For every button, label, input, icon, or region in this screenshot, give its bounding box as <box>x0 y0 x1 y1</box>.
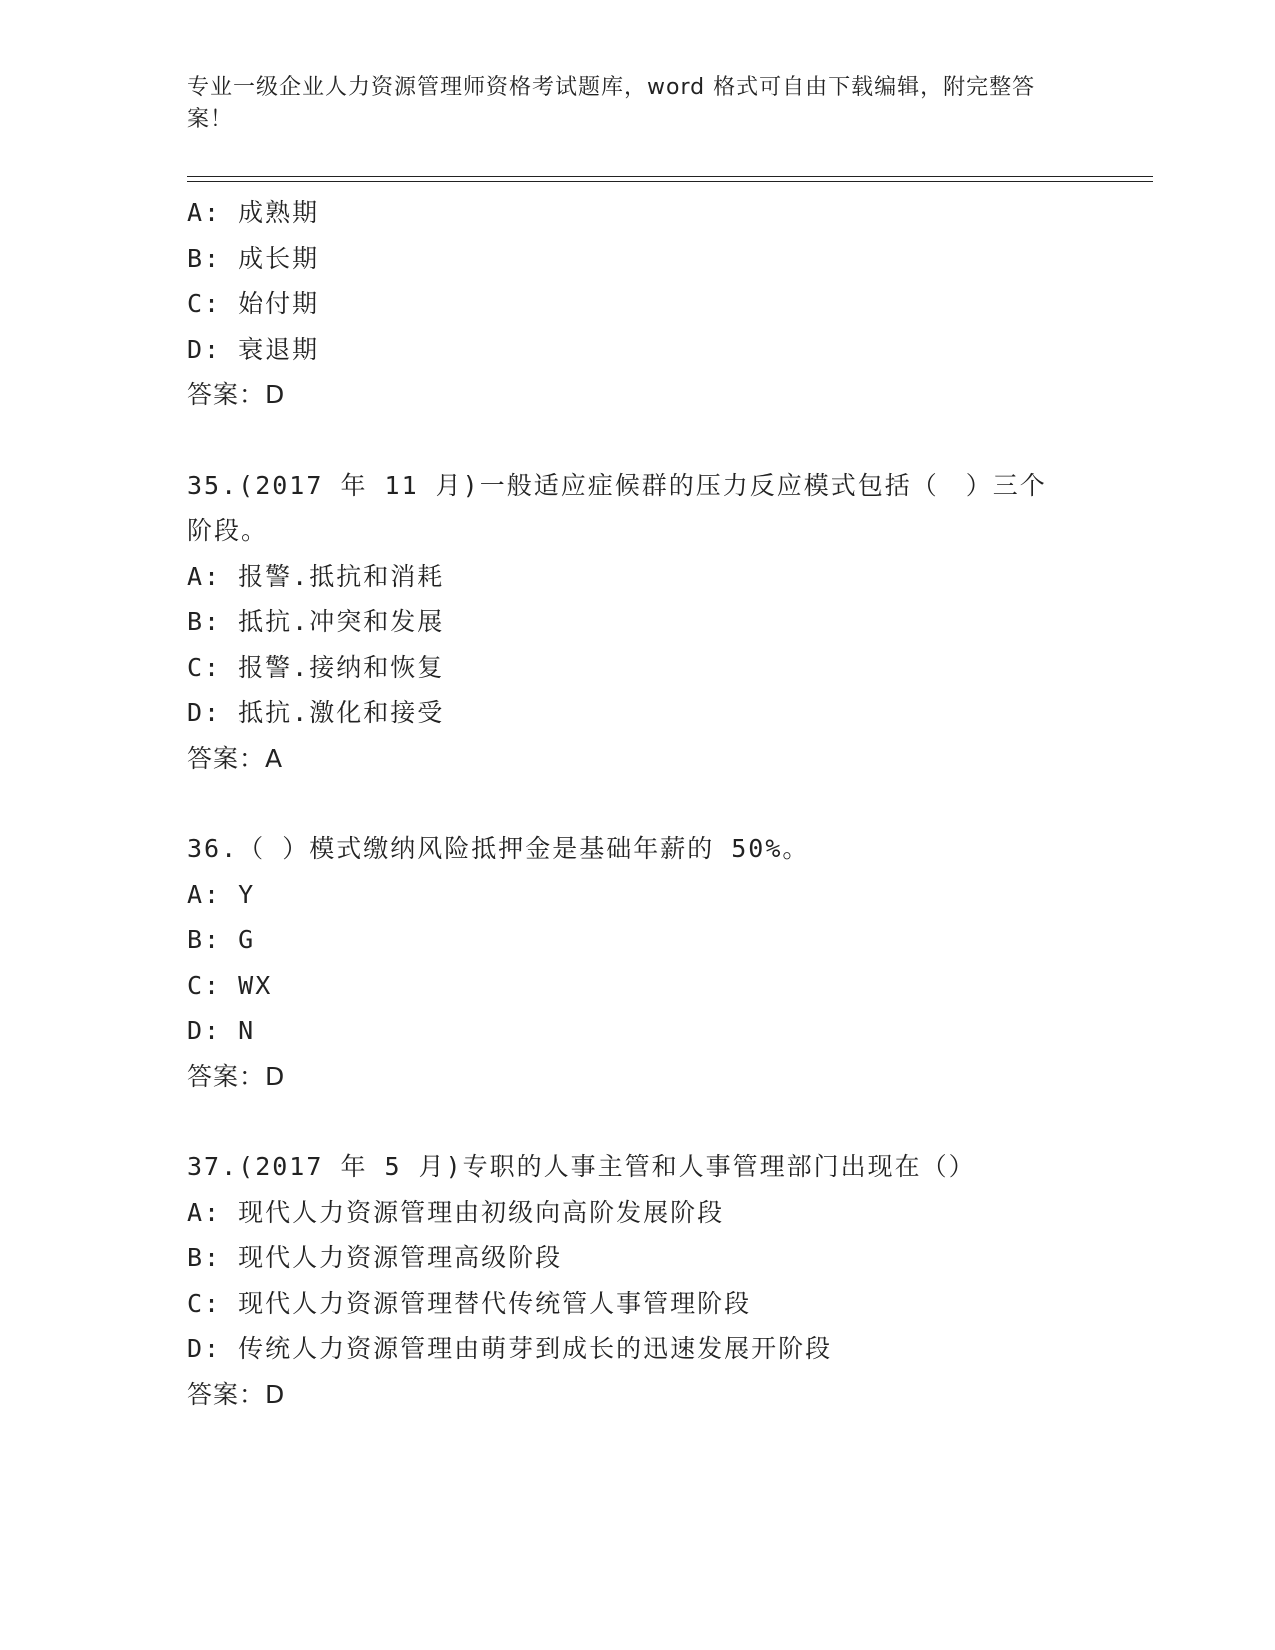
option-a: A: 成熟期 <box>187 198 320 227</box>
option-c: C: 报警.接纳和恢复 <box>187 652 445 682</box>
question-block <box>187 1144 1087 1417</box>
answer-line: 答案：D <box>187 1379 286 1409</box>
question-block <box>187 463 1087 782</box>
option-b: B: 现代人力资源管理高级阶段 <box>187 1243 563 1272</box>
header-divider-top <box>187 176 1153 177</box>
answer-line: 答案：A <box>187 743 284 773</box>
option-d: D: 衰退期 <box>187 334 320 364</box>
question-block <box>187 826 1087 1099</box>
option-a: A: Y <box>187 879 256 909</box>
option-c: C: 始付期 <box>187 289 320 318</box>
answer-line: 答案：D <box>187 1061 286 1091</box>
option-b: B: G <box>187 925 256 954</box>
answer-line: 答案：D <box>187 380 286 409</box>
question-list <box>187 190 1087 1417</box>
question-stem: 37.(2017 年 5 月)专职的人事主管和人事管理部门出现在（） <box>187 1152 976 1181</box>
option-a: A: 现代人力资源管理由初级向高阶发展阶段 <box>187 1197 725 1227</box>
option-d: D: 传统人力资源管理由萌芽到成长的迅速发展开阶段 <box>187 1334 833 1363</box>
option-d: D: 抵抗.激化和接受 <box>187 698 445 727</box>
option-a: A: 报警.抵抗和消耗 <box>187 561 445 591</box>
question-block <box>187 190 1087 418</box>
option-b: B: 抵抗.冲突和发展 <box>187 607 445 636</box>
option-c: C: 现代人力资源管理替代传统管人事管理阶段 <box>187 1288 752 1318</box>
question-stem: 36.（ ）模式缴纳风险抵押金是基础年薪的 50%。 <box>187 834 810 863</box>
question-stem: 35.(2017 年 11 月)一般适应症候群的压力反应模式包括（ ）三个阶段。 <box>187 470 1047 545</box>
option-b: B: 成长期 <box>187 243 320 273</box>
option-d: D: N <box>187 1016 256 1045</box>
option-c: C: WX <box>187 970 273 1000</box>
page-header: 专业一级企业人力资源管理师资格考试题库，word 格式可自由下载编辑，附完整答案！ <box>187 75 1036 132</box>
header-divider-bottom <box>187 181 1153 182</box>
